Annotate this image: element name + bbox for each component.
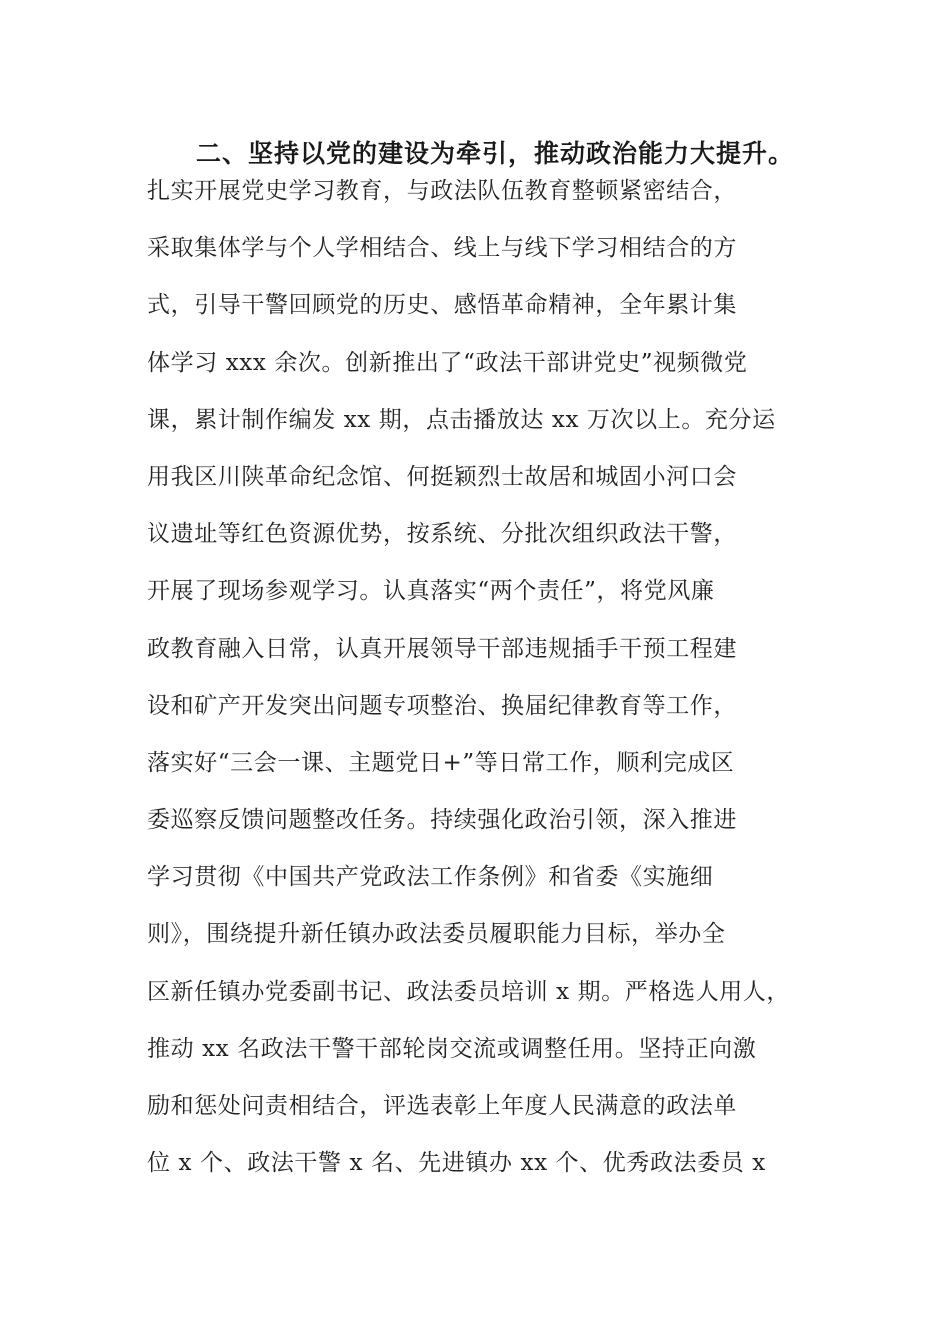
text-line: 则》，围绕提升新任镇办政法委员履职能力目标，举办全 [147,921,726,948]
text-line: 推动 xx 名政法干警干部轮岗交流或调整任用。坚持正向激 [147,1035,757,1062]
text-line: 课，累计制作编发 xx 期，点击播放达 xx 万次以上。充分运 [147,406,776,433]
text-line: 设和矿产开发突出问题专项整治、换届纪律教育等工作， [147,692,737,719]
section-heading: 二、坚持以党的建设为牵引，推动政治能力大提升。 [196,139,795,168]
text-line: 扎实开展党史学习教育，与政法队伍教育整顿紧密结合， [147,178,737,204]
text-line: 落实好“三会一课、主题党日+”等日常工作，顺利完成区 [147,749,735,776]
text-line: 学习贯彻《中国共产党政法工作条例》和省委《实施细 [147,864,714,891]
text-line: 位 x 个、政法干警 x 名、先进镇办 xx 个、优秀政法委员 x [147,1150,766,1177]
text-line: 式，引导干警回顾党的历史、感悟革命精神，全年累计集 [147,292,737,319]
text-line: 励和惩处问责相结合，评选表彰上年度人民满意的政法单 [147,1093,737,1119]
text-line: 议遗址等红色资源优势，按系统、分批次组织政法干警， [147,521,737,548]
text-line: 开展了现场参观学习。认真落实“两个责任”，将党风廉 [147,578,715,605]
text-line: 采取集体学与个人学相结合、线上与线下学习相结合的方 [147,235,737,262]
text-line: 委巡察反馈问题整改任务。持续强化政治引领，深入推进 [147,807,737,834]
body-paragraph [147,163,847,1192]
text-line: 政教育融入日常，认真开展领导干部违规插手干预工程建 [147,635,737,662]
text-line: 区新任镇办党委副书记、政法委员培训 x 期。严格选人用人， [147,978,790,1005]
text-line: 体学习 xxx 余次。创新推出了“政法干部讲党史”视频微党 [147,349,748,376]
text-line: 用我区川陕革命纪念馆、何挺颖烈士故居和城固小河口会 [147,463,737,490]
